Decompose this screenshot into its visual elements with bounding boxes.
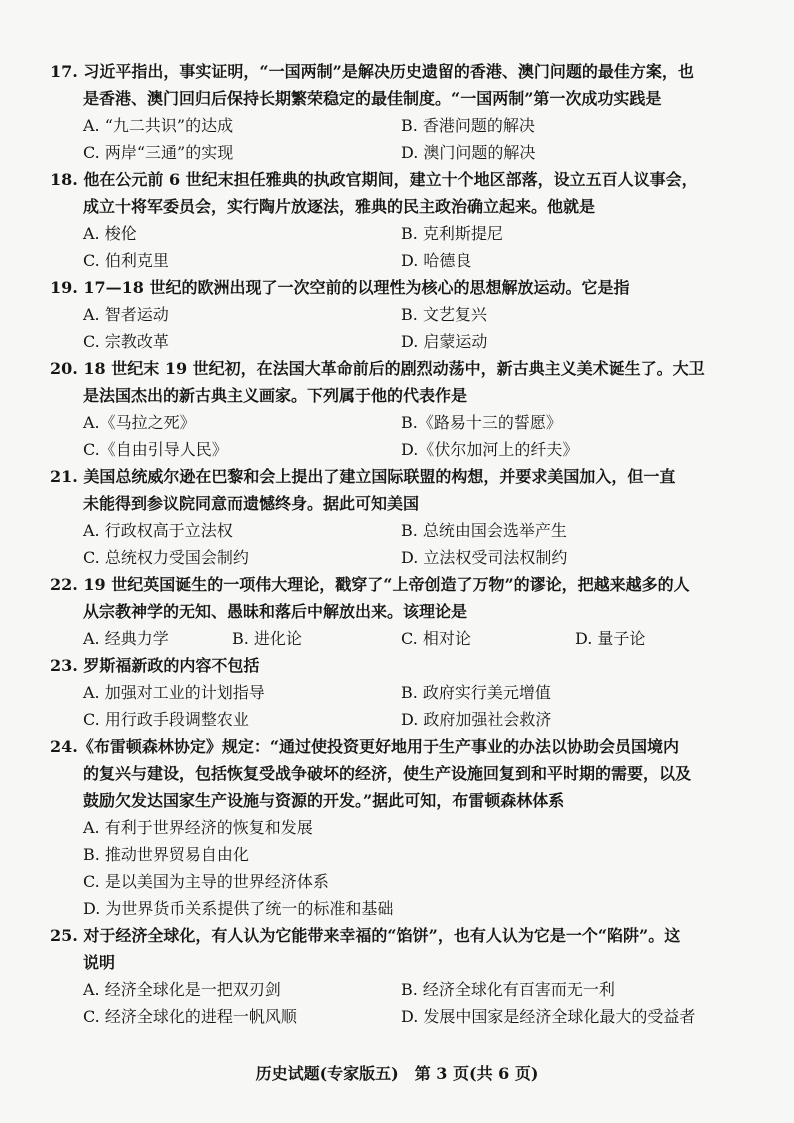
option-row — [50, 139, 730, 166]
answer-option-b: B. 文艺复兴 — [401, 305, 487, 324]
question-22 — [50, 571, 730, 652]
answer-option-c: C. 伯利克里 — [83, 251, 169, 270]
question-stem-line: 说明 — [83, 953, 116, 972]
question-20 — [50, 355, 730, 463]
option-row — [50, 112, 730, 139]
answer-option-b: B. 进化论 — [232, 629, 302, 648]
question-stem-line: 是法国杰出的新古典主义画家。下列属于他的代表作是 — [83, 386, 468, 405]
option-row — [50, 328, 730, 355]
answer-options — [50, 976, 730, 1030]
answer-option-d: D.《伏尔加河上的纤夫》 — [401, 440, 579, 459]
question-stem-line: 18. 他在公元前 6 世纪末担任雅典的执政官期间，建立十个地区部落，设立五百人议事会， — [50, 170, 698, 189]
option-row — [50, 301, 730, 328]
question-24 — [50, 733, 730, 922]
answer-option-c: C. 相对论 — [401, 629, 471, 648]
question-19 — [50, 274, 730, 355]
answer-option-d: D. 立法权受司法权制约 — [401, 548, 568, 567]
answer-option-d: D. 政府加强社会救济 — [401, 710, 552, 729]
question-stem-line: 未能得到参议院同意而遗憾终身。据此可知美国 — [83, 494, 420, 513]
answer-option-a: A. 经典力学 — [83, 629, 169, 648]
answer-option-d: D. 发展中国家是经济全球化最大的受益者 — [401, 1007, 696, 1026]
answer-option-b: B. 推动世界贸易自由化 — [83, 845, 249, 864]
question-stem-line: 17. 习近平指出，事实证明，“一国两制”是解决历史遗留的香港、澳门问题的最佳方案，也 — [50, 62, 694, 81]
answer-option-b: B. 政府实行美元增值 — [401, 683, 551, 702]
option-row — [50, 706, 730, 733]
answer-options — [50, 679, 730, 733]
answer-option-c: C. 宗教改革 — [83, 332, 169, 351]
question-21 — [50, 463, 730, 571]
option-row — [50, 517, 730, 544]
answer-option-d: D. 为世界货币关系提供了统一的标准和基础 — [83, 899, 394, 918]
question-stem-line: 从宗教神学的无知、愚昧和落后中解放出来。该理论是 — [83, 602, 468, 621]
answer-option-a: A. 智者运动 — [83, 305, 169, 324]
option-row — [50, 409, 730, 436]
question-stem-line: 是香港、澳门回归后保持长期繁荣稳定的最佳制度。“一国两制”第一次成功实践是 — [83, 89, 662, 108]
answer-option-c: C. 用行政手段调整农业 — [83, 710, 249, 729]
option-row — [50, 976, 730, 1003]
question-stem-line: 24.《布雷顿森林协定》规定：“通过使投资更好地用于生产事业的办法以协助会员国境内 — [50, 737, 680, 756]
question-stem-line: 25. 对于经济全球化，有人认为它能带来幸福的“馅饼”，也有人认为它是一个“陷阱”。这 — [50, 926, 681, 945]
question-stem-line: 成立十将军委员会，实行陶片放逐法，雅典的民主政治确立起来。他就是 — [83, 197, 596, 216]
page-footer: 历史试题(专家版五) 第 3 页(共 6 页) — [255, 1064, 539, 1083]
question-25 — [50, 922, 730, 1030]
answer-options — [50, 409, 730, 463]
answer-option-b: B. 克利斯提尼 — [401, 224, 503, 243]
answer-option-a: A. 经济全球化是一把双刃剑 — [83, 980, 281, 999]
option-row — [50, 220, 730, 247]
question-stem-line: 鼓励欠发达国家生产设施与资源的开发。”据此可知，布雷顿森林体系 — [83, 791, 565, 810]
answer-option-c: C. 总统权力受国会制约 — [83, 548, 249, 567]
answer-option-c: C. 是以美国为主导的世界经济体系 — [83, 872, 329, 891]
answer-option-c: C.《自由引导人民》 — [83, 440, 228, 459]
question-23 — [50, 652, 730, 733]
question-17 — [50, 58, 730, 166]
answer-option-c: C. 两岸“三通”的实现 — [83, 143, 234, 162]
answer-option-b: B. 香港问题的解决 — [401, 116, 535, 135]
option-row — [50, 679, 730, 706]
option-row — [50, 247, 730, 274]
answer-options — [50, 814, 730, 922]
answer-option-a: A. “九二共识”的达成 — [83, 116, 234, 135]
answer-options — [50, 220, 730, 274]
answer-option-b: B.《路易十三的誓愿》 — [401, 413, 562, 432]
question-stem-line: 21. 美国总统威尔逊在巴黎和会上提出了建立国际联盟的构想，并要求美国加入，但一直 — [50, 467, 676, 486]
answer-option-a: A.《马拉之死》 — [83, 413, 196, 432]
answer-option-d: D. 量子论 — [575, 629, 646, 648]
option-row — [50, 436, 730, 463]
answer-option-d: D. 澳门问题的解决 — [401, 143, 536, 162]
answer-options — [50, 301, 730, 355]
answer-option-d: D. 哈德良 — [401, 251, 472, 270]
question-stem-line: 20. 18 世纪末 19 世纪初，在法国大革命前后的剧烈动荡中，新古典主义美术诞生了。大卫 — [50, 359, 705, 378]
answer-options — [50, 517, 730, 571]
answer-option-c: C. 经济全球化的进程一帆风顺 — [83, 1007, 297, 1026]
question-stem-line: 22. 19 世纪英国诞生的一项伟大理论，戳穿了“上帝创造了万物”的谬论，把越来越多的人 — [50, 575, 690, 594]
option-row — [50, 544, 730, 571]
answer-option-b: B. 总统由国会选举产生 — [401, 521, 567, 540]
question-stem-line: 的复兴与建设，包括恢复受战争破坏的经济，使生产设施回复到和平时期的需要，以及 — [83, 764, 692, 783]
answer-option-b: B. 经济全球化有百害而无一利 — [401, 980, 615, 999]
answer-option-a: A. 有利于世界经济的恢复和发展 — [83, 818, 313, 837]
option-row — [50, 1003, 730, 1030]
answer-options — [50, 112, 730, 166]
option-row — [50, 625, 730, 652]
answer-option-a: A. 行政权高于立法权 — [83, 521, 233, 540]
answer-option-d: D. 启蒙运动 — [401, 332, 488, 351]
answer-option-a: A. 梭伦 — [83, 224, 137, 243]
exam-page — [50, 58, 730, 1030]
answer-option-a: A. 加强对工业的计划指导 — [83, 683, 265, 702]
question-18 — [50, 166, 730, 274]
question-stem-line: 19. 17—18 世纪的欧洲出现了一次空前的以理性为核心的思想解放运动。它是指 — [50, 278, 630, 297]
answer-options — [50, 625, 730, 652]
question-stem-line: 23. 罗斯福新政的内容不包括 — [50, 656, 260, 675]
